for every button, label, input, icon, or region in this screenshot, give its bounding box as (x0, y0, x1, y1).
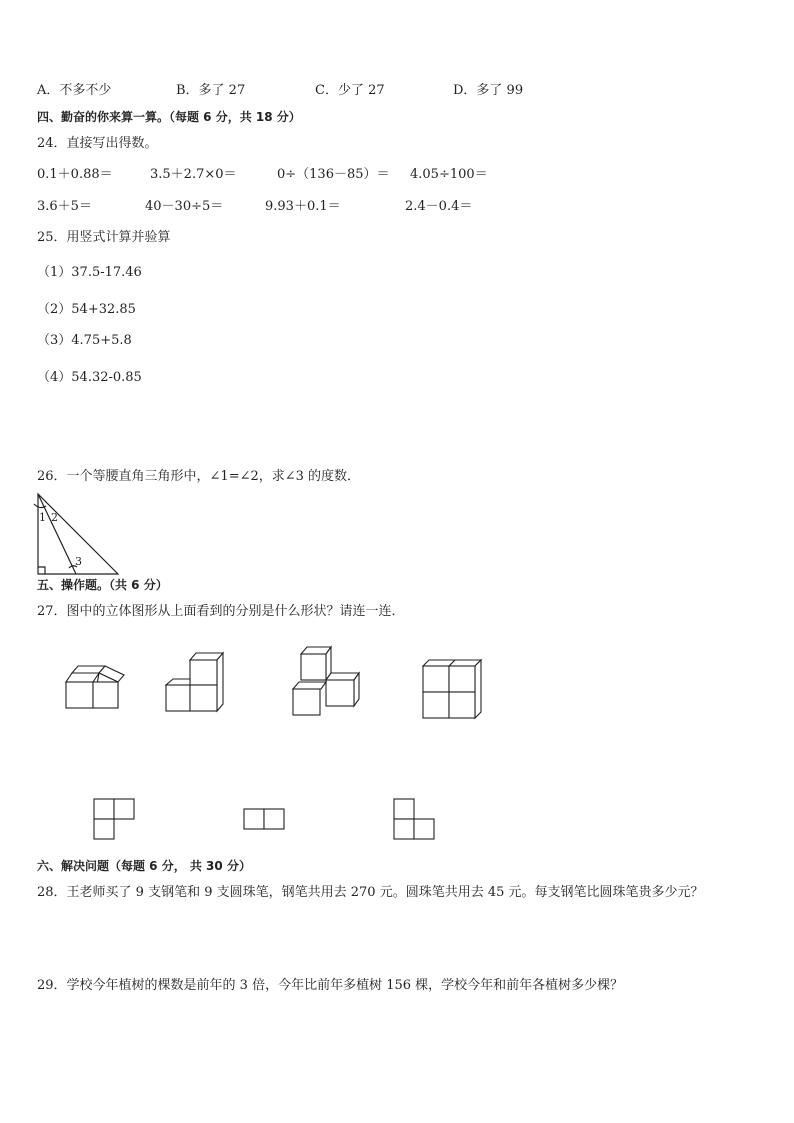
q25-item: （3）4.75+5.8 (37, 333, 132, 348)
q25-item: （2）54+32.85 (37, 302, 136, 317)
solid-figure-3 (288, 645, 363, 720)
q24-expr: 40－30÷5＝ (145, 199, 224, 214)
q24-expr: 3.6＋5＝ (37, 199, 92, 214)
solid-figure-1 (60, 662, 130, 712)
top-view-3 (390, 795, 440, 840)
q25-item: （4）54.32-0.85 (37, 370, 142, 385)
q24-expr: 2.4－0.4＝ (405, 199, 473, 214)
top-view-2 (240, 805, 290, 835)
q27-prompt: 27．图中的立体图形从上面看到的分别是什么形状？请连一连． (37, 604, 405, 619)
section-6-title: 六、解决问题（每题 6 分， 共 30 分） (37, 859, 251, 873)
q24-expr: 0.1＋0.88＝ (37, 167, 113, 182)
q24-prompt: 24．直接写出得数。 (37, 136, 158, 151)
q29-prompt: 29．学校今年植树的棵数是前年的 3 倍，今年比前年多植树 156 棵，学校今年和前年各植树多少棵？ (37, 978, 624, 993)
q24-expr: 3.5＋2.7×0＝ (150, 167, 237, 182)
angle-label: 2 (51, 511, 58, 524)
angle-label: 3 (75, 555, 82, 568)
option-a: A．不多不少 (37, 83, 112, 98)
option-d: D．多了 99 (453, 83, 524, 98)
q24-expr: 4.05÷100＝ (410, 167, 488, 182)
section-4-title: 四、勤奋的你来算一算。（每题 6 分，共 18 分） (37, 110, 301, 124)
q26-prompt: 26．一个等腰直角三角形中，∠1=∠2，求∠3 的度数． (37, 469, 361, 484)
solid-figure-2 (160, 650, 230, 720)
q25-prompt: 25．用竖式计算并验算 (37, 230, 171, 245)
solid-figure-4 (418, 654, 488, 724)
section-5-title: 五、操作题。（共 6 分） (37, 578, 168, 592)
q28-prompt: 28．王老师买了 9 支钢笔和 9 支圆珠笔，钢笔共用去 270 元。圆珠笔共用去 45 元。每支钢笔比圆珠笔贵多少元？ (37, 885, 704, 900)
q24-expr: 9.93＋0.1＝ (265, 199, 341, 214)
angle-label: 1 (39, 511, 46, 524)
top-view-1 (90, 795, 140, 840)
triangle-figure (30, 488, 130, 578)
q25-item: （1）37.5-17.46 (37, 265, 142, 280)
option-b: B．多了 27 (176, 83, 246, 98)
q24-expr: 0÷（136－85）＝ (277, 167, 390, 182)
option-c: C．少了 27 (315, 83, 385, 98)
